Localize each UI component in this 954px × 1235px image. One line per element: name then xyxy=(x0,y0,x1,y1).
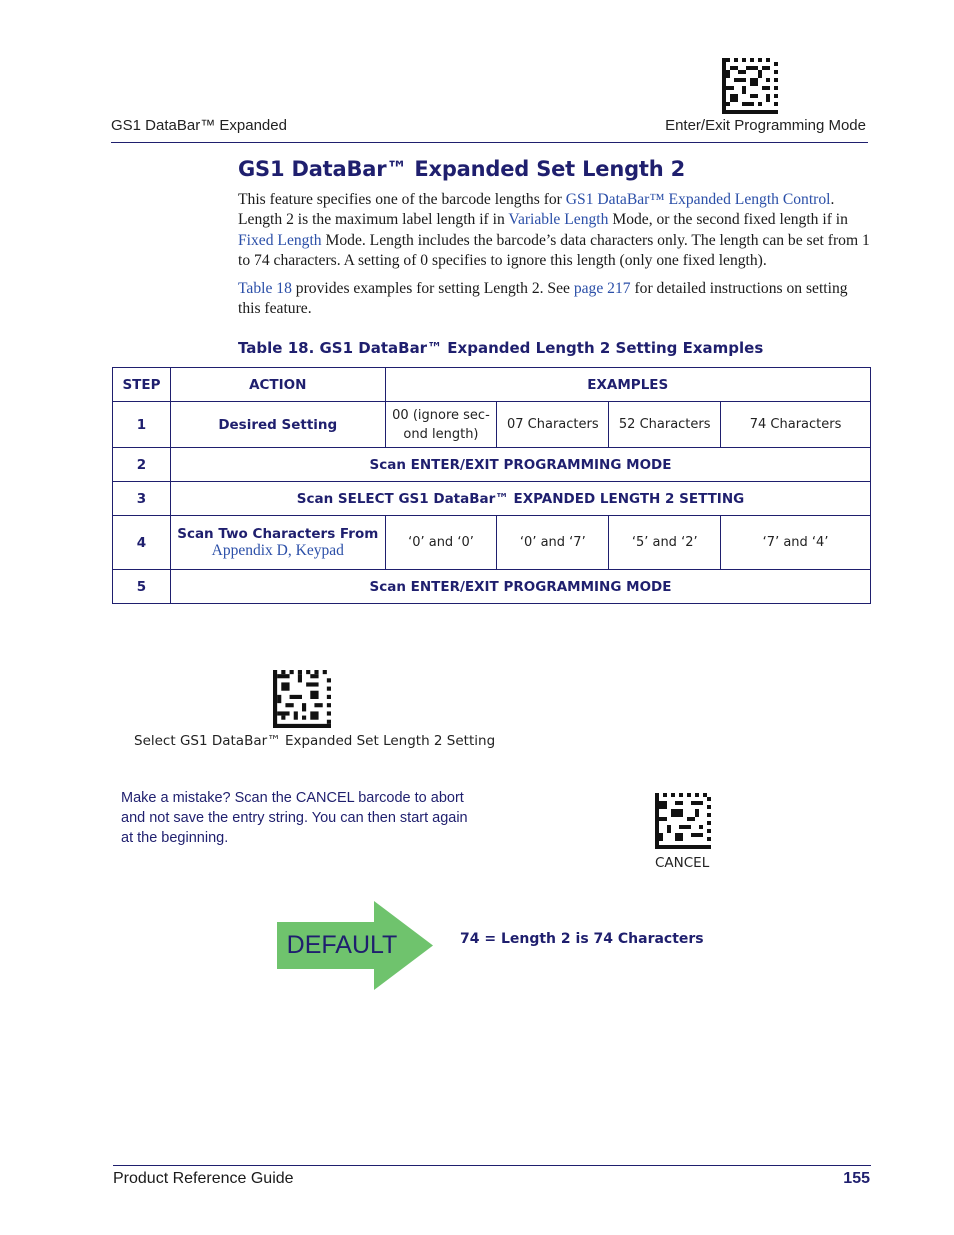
action-cell xyxy=(170,516,385,570)
datamatrix-barcode-icon xyxy=(273,670,331,728)
text-run: provides examples for setting Length 2. See xyxy=(291,280,574,297)
cancel-barcode[interactable] xyxy=(655,793,711,849)
datamatrix-barcode-icon xyxy=(722,58,778,114)
table-row xyxy=(113,570,871,604)
header-chapter-title: Enter/Exit Programming Mode xyxy=(665,117,866,134)
text-run: . Length 2 is the maximum label length if in xyxy=(238,191,835,229)
action-cell: Scan ENTER/EXIT PROGRAMMING MODE xyxy=(170,448,870,482)
table-18-link[interactable]: Table 18 xyxy=(238,280,292,297)
table-row xyxy=(113,448,871,482)
table-header-row xyxy=(113,368,871,402)
examples-paragraph xyxy=(238,279,870,320)
example-cell: 74 Characters xyxy=(721,402,871,448)
default-description: 74 = Length 2 is 74 Characters xyxy=(460,931,704,947)
example-cell: ‘5’ and ‘2’ xyxy=(609,516,721,570)
header-barcode-icon xyxy=(722,58,778,114)
header-rule xyxy=(111,142,868,143)
mistake-note: Make a mistake? Scan the CANCEL barcode to abort and not save the entry string. You can then start again at the beginning. xyxy=(121,790,468,846)
action-cell: Scan SELECT GS1 DataBar™ EXPANDED LENGTH 2 SETTING xyxy=(170,482,870,516)
setting-examples-table xyxy=(112,367,871,604)
footer-guide-title: Product Reference Guide xyxy=(113,1170,294,1187)
datamatrix-barcode-icon xyxy=(655,793,711,849)
step-cell: 3 xyxy=(113,482,171,516)
text-run: for detailed instructions on setting this feature. xyxy=(238,280,848,318)
intro-paragraph xyxy=(238,190,870,271)
text-run: Mode. Length includes the barcode’s data characters only. The length can be set from 1 to 74 characters. A setting of 0 specifies to ignore this length (only one fixed length). xyxy=(238,231,870,269)
example-cell: ‘0’ and ‘0’ xyxy=(385,516,497,570)
action-cell: Scan ENTER/EXIT PROGRAMMING MODE xyxy=(170,570,870,604)
header-section-title: GS1 DataBar™ Expanded xyxy=(111,117,287,134)
example-cell: ‘7’ and ‘4’ xyxy=(721,516,871,570)
cancel-barcode-label: CANCEL xyxy=(655,855,710,871)
action-text: Scan Two Characters From xyxy=(177,525,379,542)
variable-length-link[interactable]: Variable Length xyxy=(508,211,609,229)
example-cell: 00 (ignore sec-ond length) xyxy=(385,402,497,448)
example-cell: 52 Characters xyxy=(609,402,721,448)
step-cell: 2 xyxy=(113,448,171,482)
appendix-keypad-link[interactable]: Appendix D, Keypad xyxy=(211,541,344,559)
table-row xyxy=(113,516,871,570)
default-label: DEFAULT xyxy=(286,931,398,959)
default-indicator xyxy=(277,901,433,990)
page-217-link[interactable]: page 217 xyxy=(573,280,631,297)
select-length-2-barcode[interactable] xyxy=(273,670,331,728)
select-barcode-label: Select GS1 DataBar™ Expanded Set Length 2 Setting xyxy=(134,733,496,749)
text-run: This feature specifies one of the barcode lengths for xyxy=(238,191,566,208)
page-title: GS1 DataBar™ Expanded Set Length 2 xyxy=(238,157,686,181)
header-step: STEP xyxy=(113,368,171,402)
table-row xyxy=(113,482,871,516)
example-cell: ‘0’ and ‘7’ xyxy=(497,516,609,570)
table-caption: Table 18. GS1 DataBar™ Expanded Length 2 Setting Examples xyxy=(238,339,764,357)
table-row xyxy=(113,402,871,448)
text-run: Mode, or the second fixed length if in xyxy=(608,211,848,229)
length-control-link[interactable]: GS1 DataBar™ Expanded Length Control xyxy=(565,191,831,208)
header-examples: EXAMPLES xyxy=(385,368,870,402)
page-number: 155 xyxy=(843,1170,870,1187)
fixed-length-link[interactable]: Fixed Length xyxy=(238,231,322,249)
example-cell: 07 Characters xyxy=(497,402,609,448)
header-action: ACTION xyxy=(170,368,385,402)
action-cell: Desired Setting xyxy=(170,402,385,448)
step-cell: 1 xyxy=(113,402,171,448)
step-cell: 5 xyxy=(113,570,171,604)
step-cell: 4 xyxy=(113,516,171,570)
footer-rule xyxy=(113,1165,871,1166)
